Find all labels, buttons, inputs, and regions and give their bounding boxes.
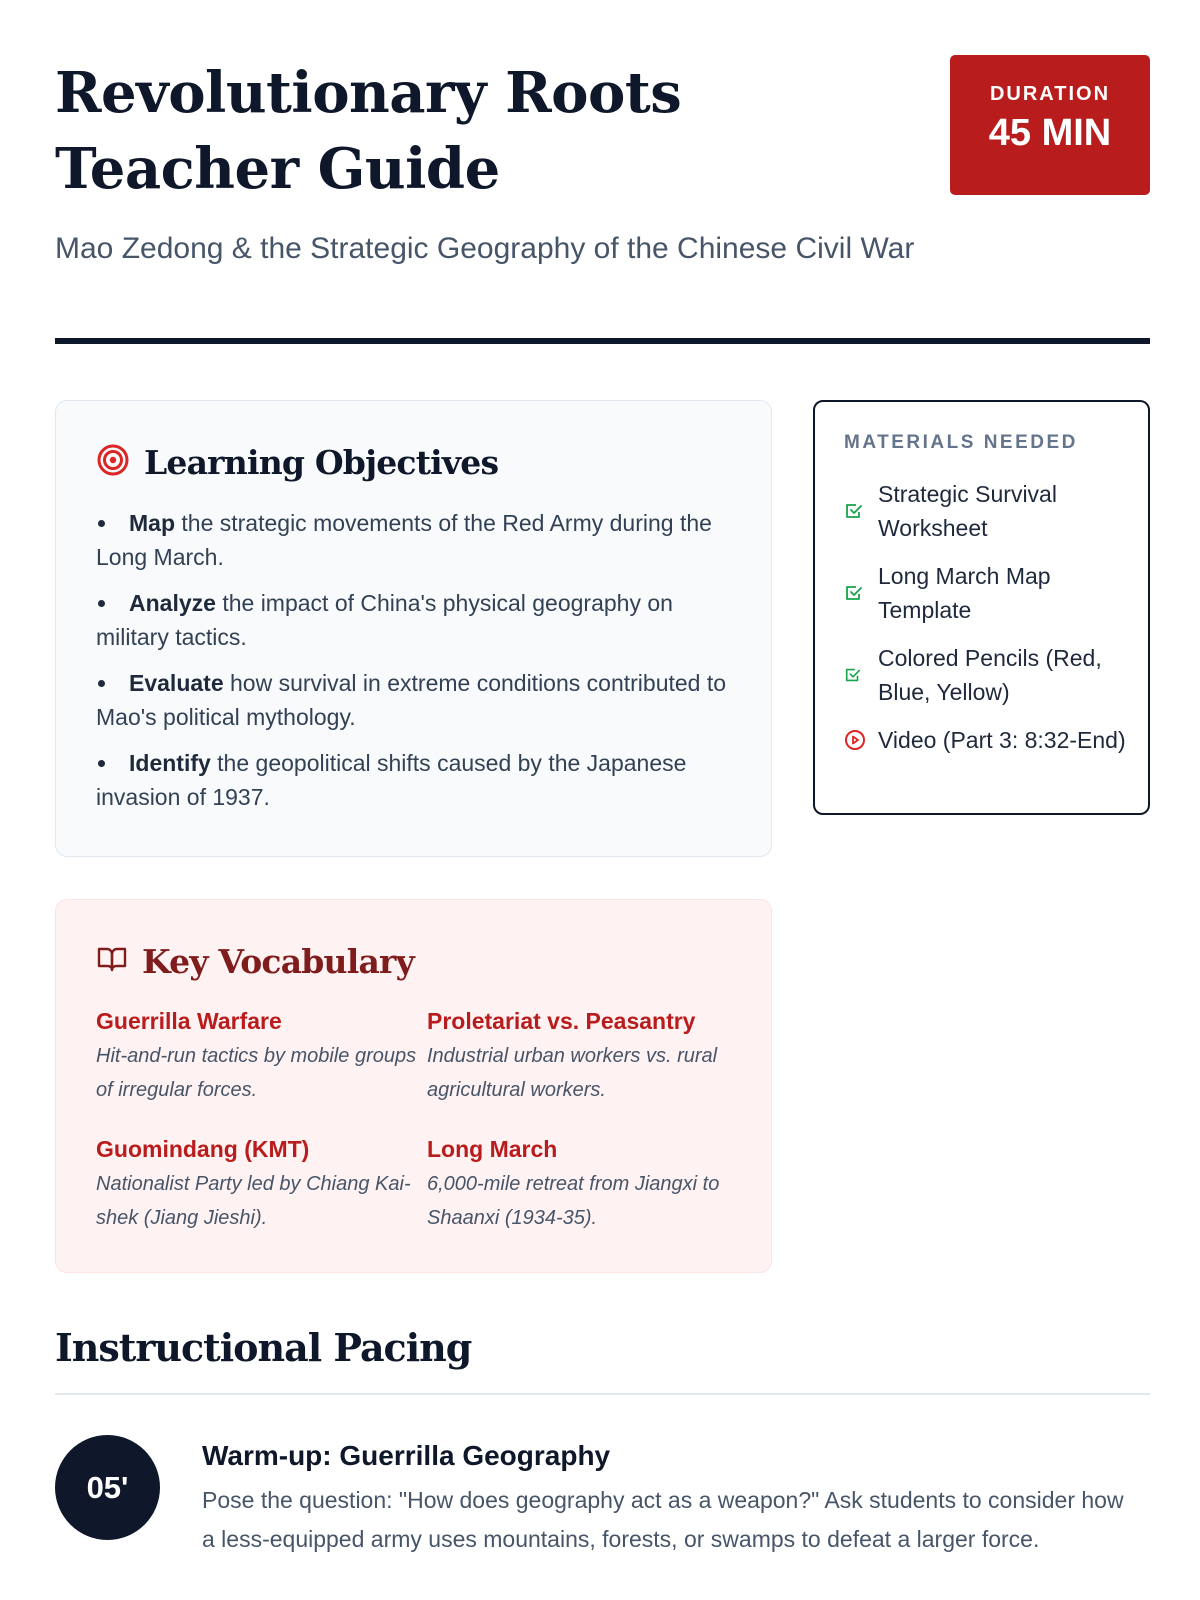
objective-item [96, 586, 736, 654]
vocab-entry [96, 1005, 427, 1107]
play-circle-icon [844, 729, 872, 751]
objective-verb: Map [129, 510, 175, 536]
objective-text: how survival in extreme conditions contributed to Mao's political mythology. [96, 670, 727, 730]
duration-label: DURATION [989, 83, 1111, 105]
objectives-list [96, 506, 736, 826]
book-icon [96, 944, 128, 979]
objectives-header [96, 443, 498, 482]
material-label: Strategic Survival Worksheet [878, 481, 1057, 541]
material-item [844, 723, 1134, 757]
vocab-definition: 6,000-mile retreat from Jiangxi to Shaanxi (1934-35). [427, 1173, 720, 1229]
vocabulary-heading: Key Vocabulary [142, 942, 415, 981]
vocab-term: Guomindang (KMT) [96, 1136, 310, 1162]
step-time-badge: 05' [55, 1435, 160, 1540]
material-item [844, 559, 1134, 627]
materials-heading: MATERIALS NEEDED [844, 432, 1078, 453]
objective-item [96, 506, 736, 574]
page-header [55, 55, 1150, 272]
material-label: Long March Map Template [878, 563, 1051, 623]
objective-verb: Identify [129, 750, 211, 776]
check-square-icon [844, 501, 872, 521]
vocab-definition: Nationalist Party led by Chiang Kai-shek (Jiang Jieshi). [96, 1173, 411, 1229]
material-item [844, 641, 1134, 709]
page-subtitle: Mao Zedong & the Strategic Geography of the Chinese Civil War [55, 232, 915, 265]
page-title: Revolutionary Roots Teacher Guide [55, 60, 682, 202]
vocab-entry [427, 1133, 736, 1235]
vocab-definition: Hit-and-run tactics by mobile groups of irregular forces. [96, 1045, 417, 1101]
objective-text: the geopolitical shifts caused by the Japanese invasion of 1937. [96, 750, 687, 810]
duration-value: 45 MIN [988, 112, 1112, 154]
objectives-heading: Learning Objectives [144, 443, 499, 482]
objective-text: the strategic movements of the Red Army during the Long March. [96, 510, 712, 570]
duration-badge [950, 55, 1150, 195]
vocab-term: Guerrilla Warfare [96, 1008, 282, 1034]
key-vocabulary-card [55, 899, 772, 1273]
vocabulary-header [96, 942, 414, 981]
material-item [844, 477, 1134, 545]
material-label: Video (Part 3: 8:32-End) [878, 727, 1126, 753]
objective-verb: Evaluate [129, 670, 224, 696]
header-divider [55, 338, 1150, 344]
objective-item [96, 746, 736, 814]
check-square-icon [844, 666, 872, 684]
materials-needed-card [813, 400, 1150, 815]
pacing-divider [55, 1393, 1150, 1395]
learning-objectives-card [55, 400, 772, 857]
step-description: Pose the question: "How does geography act as a weapon?" Ask students to consider how a less-equipped army uses mountains, forests, or swamps to defeat a larger force. [202, 1487, 1124, 1552]
target-icon [96, 443, 130, 482]
vocab-definition: Industrial urban workers vs. rural agricultural workers. [427, 1045, 718, 1101]
material-label: Colored Pencils (Red, Blue, Yellow) [878, 645, 1102, 705]
step-title: Warm-up: Guerrilla Geography [202, 1440, 611, 1471]
vocab-term: Long March [427, 1136, 558, 1162]
objective-text: the impact of China's physical geography on military tactics. [96, 590, 673, 650]
objective-item [96, 666, 736, 734]
check-square-icon [844, 583, 872, 603]
materials-list [844, 477, 1134, 771]
vocab-entry [427, 1005, 736, 1107]
vocab-term: Proletariat vs. Peasantry [427, 1008, 696, 1034]
vocabulary-grid [96, 1005, 736, 1235]
pacing-heading: Instructional Pacing [55, 1325, 472, 1370]
objective-verb: Analyze [129, 590, 216, 616]
vocab-entry [96, 1133, 427, 1235]
